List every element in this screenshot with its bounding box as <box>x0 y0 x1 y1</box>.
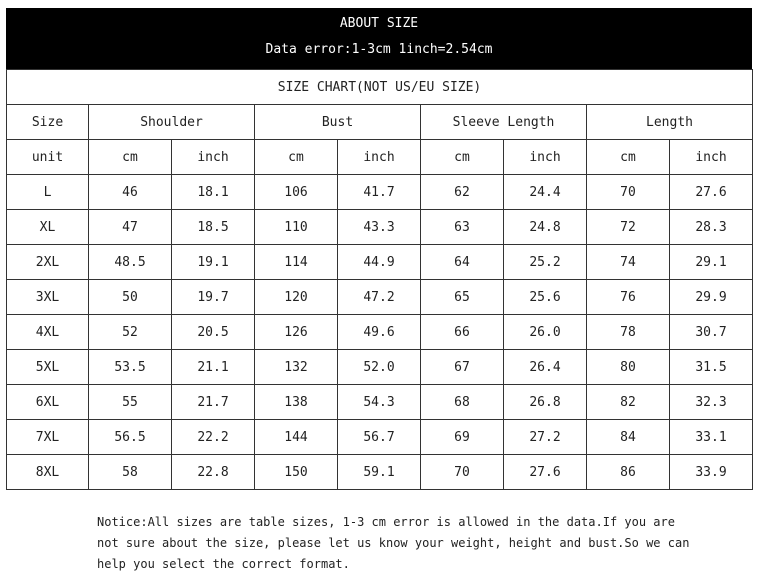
table-row <box>7 245 753 280</box>
measurement-cell: 44.9 <box>338 245 421 280</box>
measurement-cell: 53.5 <box>89 350 172 385</box>
measurement-cell: 64 <box>421 245 504 280</box>
measurement-cell: 80 <box>587 350 670 385</box>
unit-cell: unit <box>7 140 89 175</box>
measurement-cell: 25.6 <box>504 280 587 315</box>
measurement-cell: 26.8 <box>504 385 587 420</box>
measurement-cell: 138 <box>255 385 338 420</box>
header-row <box>7 105 753 140</box>
size-label-cell: XL <box>7 210 89 245</box>
measurement-cell: 56.7 <box>338 420 421 455</box>
measurement-cell: 84 <box>587 420 670 455</box>
measurement-cell: 32.3 <box>670 385 753 420</box>
unit-cell: inch <box>504 140 587 175</box>
measurement-cell: 18.1 <box>172 175 255 210</box>
measurement-cell: 22.2 <box>172 420 255 455</box>
measurement-cell: 144 <box>255 420 338 455</box>
measurement-cell: 70 <box>421 455 504 490</box>
measurement-cell: 120 <box>255 280 338 315</box>
measurement-cell: 150 <box>255 455 338 490</box>
about-size-banner <box>6 8 752 69</box>
table-row <box>7 420 753 455</box>
table-row <box>7 175 753 210</box>
measurement-cell: 69 <box>421 420 504 455</box>
unit-cell: cm <box>255 140 338 175</box>
chart-title: SIZE CHART(NOT US/EU SIZE) <box>7 70 753 105</box>
measurement-cell: 82 <box>587 385 670 420</box>
measurement-cell: 78 <box>587 315 670 350</box>
measurement-cell: 24.8 <box>504 210 587 245</box>
measurement-cell: 19.7 <box>172 280 255 315</box>
notice-line-2: not sure about the size, please let us know your weight, height and bust.So we can <box>97 536 690 550</box>
measurement-cell: 63 <box>421 210 504 245</box>
size-label-cell: 4XL <box>7 315 89 350</box>
table-row <box>7 350 753 385</box>
banner-subtitle: Data error:1-3cm 1inch=2.54cm <box>265 42 493 57</box>
measurement-cell: 62 <box>421 175 504 210</box>
table-row <box>7 210 753 245</box>
measurement-cell: 65 <box>421 280 504 315</box>
measurement-cell: 29.9 <box>670 280 753 315</box>
measurement-cell: 27.2 <box>504 420 587 455</box>
measurement-cell: 54.3 <box>338 385 421 420</box>
measurement-cell: 28.3 <box>670 210 753 245</box>
measurement-cell: 76 <box>587 280 670 315</box>
measurement-cell: 66 <box>421 315 504 350</box>
header-size: Size <box>7 105 89 140</box>
measurement-cell: 30.7 <box>670 315 753 350</box>
measurement-cell: 74 <box>587 245 670 280</box>
chart-title-row <box>7 70 753 105</box>
measurement-cell: 114 <box>255 245 338 280</box>
size-rows <box>7 175 753 490</box>
measurement-cell: 33.1 <box>670 420 753 455</box>
measurement-cell: 58 <box>89 455 172 490</box>
measurement-cell: 31.5 <box>670 350 753 385</box>
size-label-cell: L <box>7 175 89 210</box>
header-sleeve-length: Sleeve Length <box>421 105 587 140</box>
notice-line-1: Notice:All sizes are table sizes, 1-3 cm error is allowed in the data.If you are <box>97 515 675 529</box>
size-label-cell: 6XL <box>7 385 89 420</box>
size-label-cell: 8XL <box>7 455 89 490</box>
unit-cell: cm <box>587 140 670 175</box>
size-label-cell: 5XL <box>7 350 89 385</box>
measurement-cell: 56.5 <box>89 420 172 455</box>
measurement-cell: 67 <box>421 350 504 385</box>
measurement-cell: 21.1 <box>172 350 255 385</box>
measurement-cell: 33.9 <box>670 455 753 490</box>
measurement-cell: 86 <box>587 455 670 490</box>
measurement-cell: 126 <box>255 315 338 350</box>
unit-cell: inch <box>172 140 255 175</box>
measurement-cell: 19.1 <box>172 245 255 280</box>
measurement-cell: 26.0 <box>504 315 587 350</box>
table-row <box>7 455 753 490</box>
measurement-cell: 24.4 <box>504 175 587 210</box>
measurement-cell: 52 <box>89 315 172 350</box>
measurement-cell: 25.2 <box>504 245 587 280</box>
header-bust: Bust <box>255 105 421 140</box>
measurement-cell: 47.2 <box>338 280 421 315</box>
measurement-cell: 72 <box>587 210 670 245</box>
size-chart-table <box>6 69 753 490</box>
measurement-cell: 47 <box>89 210 172 245</box>
table-row <box>7 385 753 420</box>
banner-title: ABOUT SIZE <box>339 16 419 31</box>
measurement-cell: 18.5 <box>172 210 255 245</box>
measurement-cell: 55 <box>89 385 172 420</box>
unit-row <box>7 140 753 175</box>
measurement-cell: 59.1 <box>338 455 421 490</box>
notice-text <box>97 512 697 575</box>
measurement-cell: 68 <box>421 385 504 420</box>
measurement-cell: 52.0 <box>338 350 421 385</box>
size-label-cell: 3XL <box>7 280 89 315</box>
measurement-cell: 50 <box>89 280 172 315</box>
unit-cell: inch <box>670 140 753 175</box>
table-row <box>7 315 753 350</box>
measurement-cell: 21.7 <box>172 385 255 420</box>
table-row <box>7 280 753 315</box>
measurement-cell: 48.5 <box>89 245 172 280</box>
measurement-cell: 27.6 <box>670 175 753 210</box>
measurement-cell: 43.3 <box>338 210 421 245</box>
measurement-cell: 70 <box>587 175 670 210</box>
size-label-cell: 2XL <box>7 245 89 280</box>
measurement-cell: 106 <box>255 175 338 210</box>
unit-cell: inch <box>338 140 421 175</box>
header-shoulder: Shoulder <box>89 105 255 140</box>
header-length: Length <box>587 105 753 140</box>
measurement-cell: 22.8 <box>172 455 255 490</box>
measurement-cell: 20.5 <box>172 315 255 350</box>
unit-cell: cm <box>89 140 172 175</box>
measurement-cell: 29.1 <box>670 245 753 280</box>
size-label-cell: 7XL <box>7 420 89 455</box>
measurement-cell: 46 <box>89 175 172 210</box>
measurement-cell: 41.7 <box>338 175 421 210</box>
measurement-cell: 49.6 <box>338 315 421 350</box>
measurement-cell: 27.6 <box>504 455 587 490</box>
measurement-cell: 26.4 <box>504 350 587 385</box>
notice-line-3: help you select the correct format. <box>97 557 350 571</box>
unit-cell: cm <box>421 140 504 175</box>
measurement-cell: 132 <box>255 350 338 385</box>
measurement-cell: 110 <box>255 210 338 245</box>
